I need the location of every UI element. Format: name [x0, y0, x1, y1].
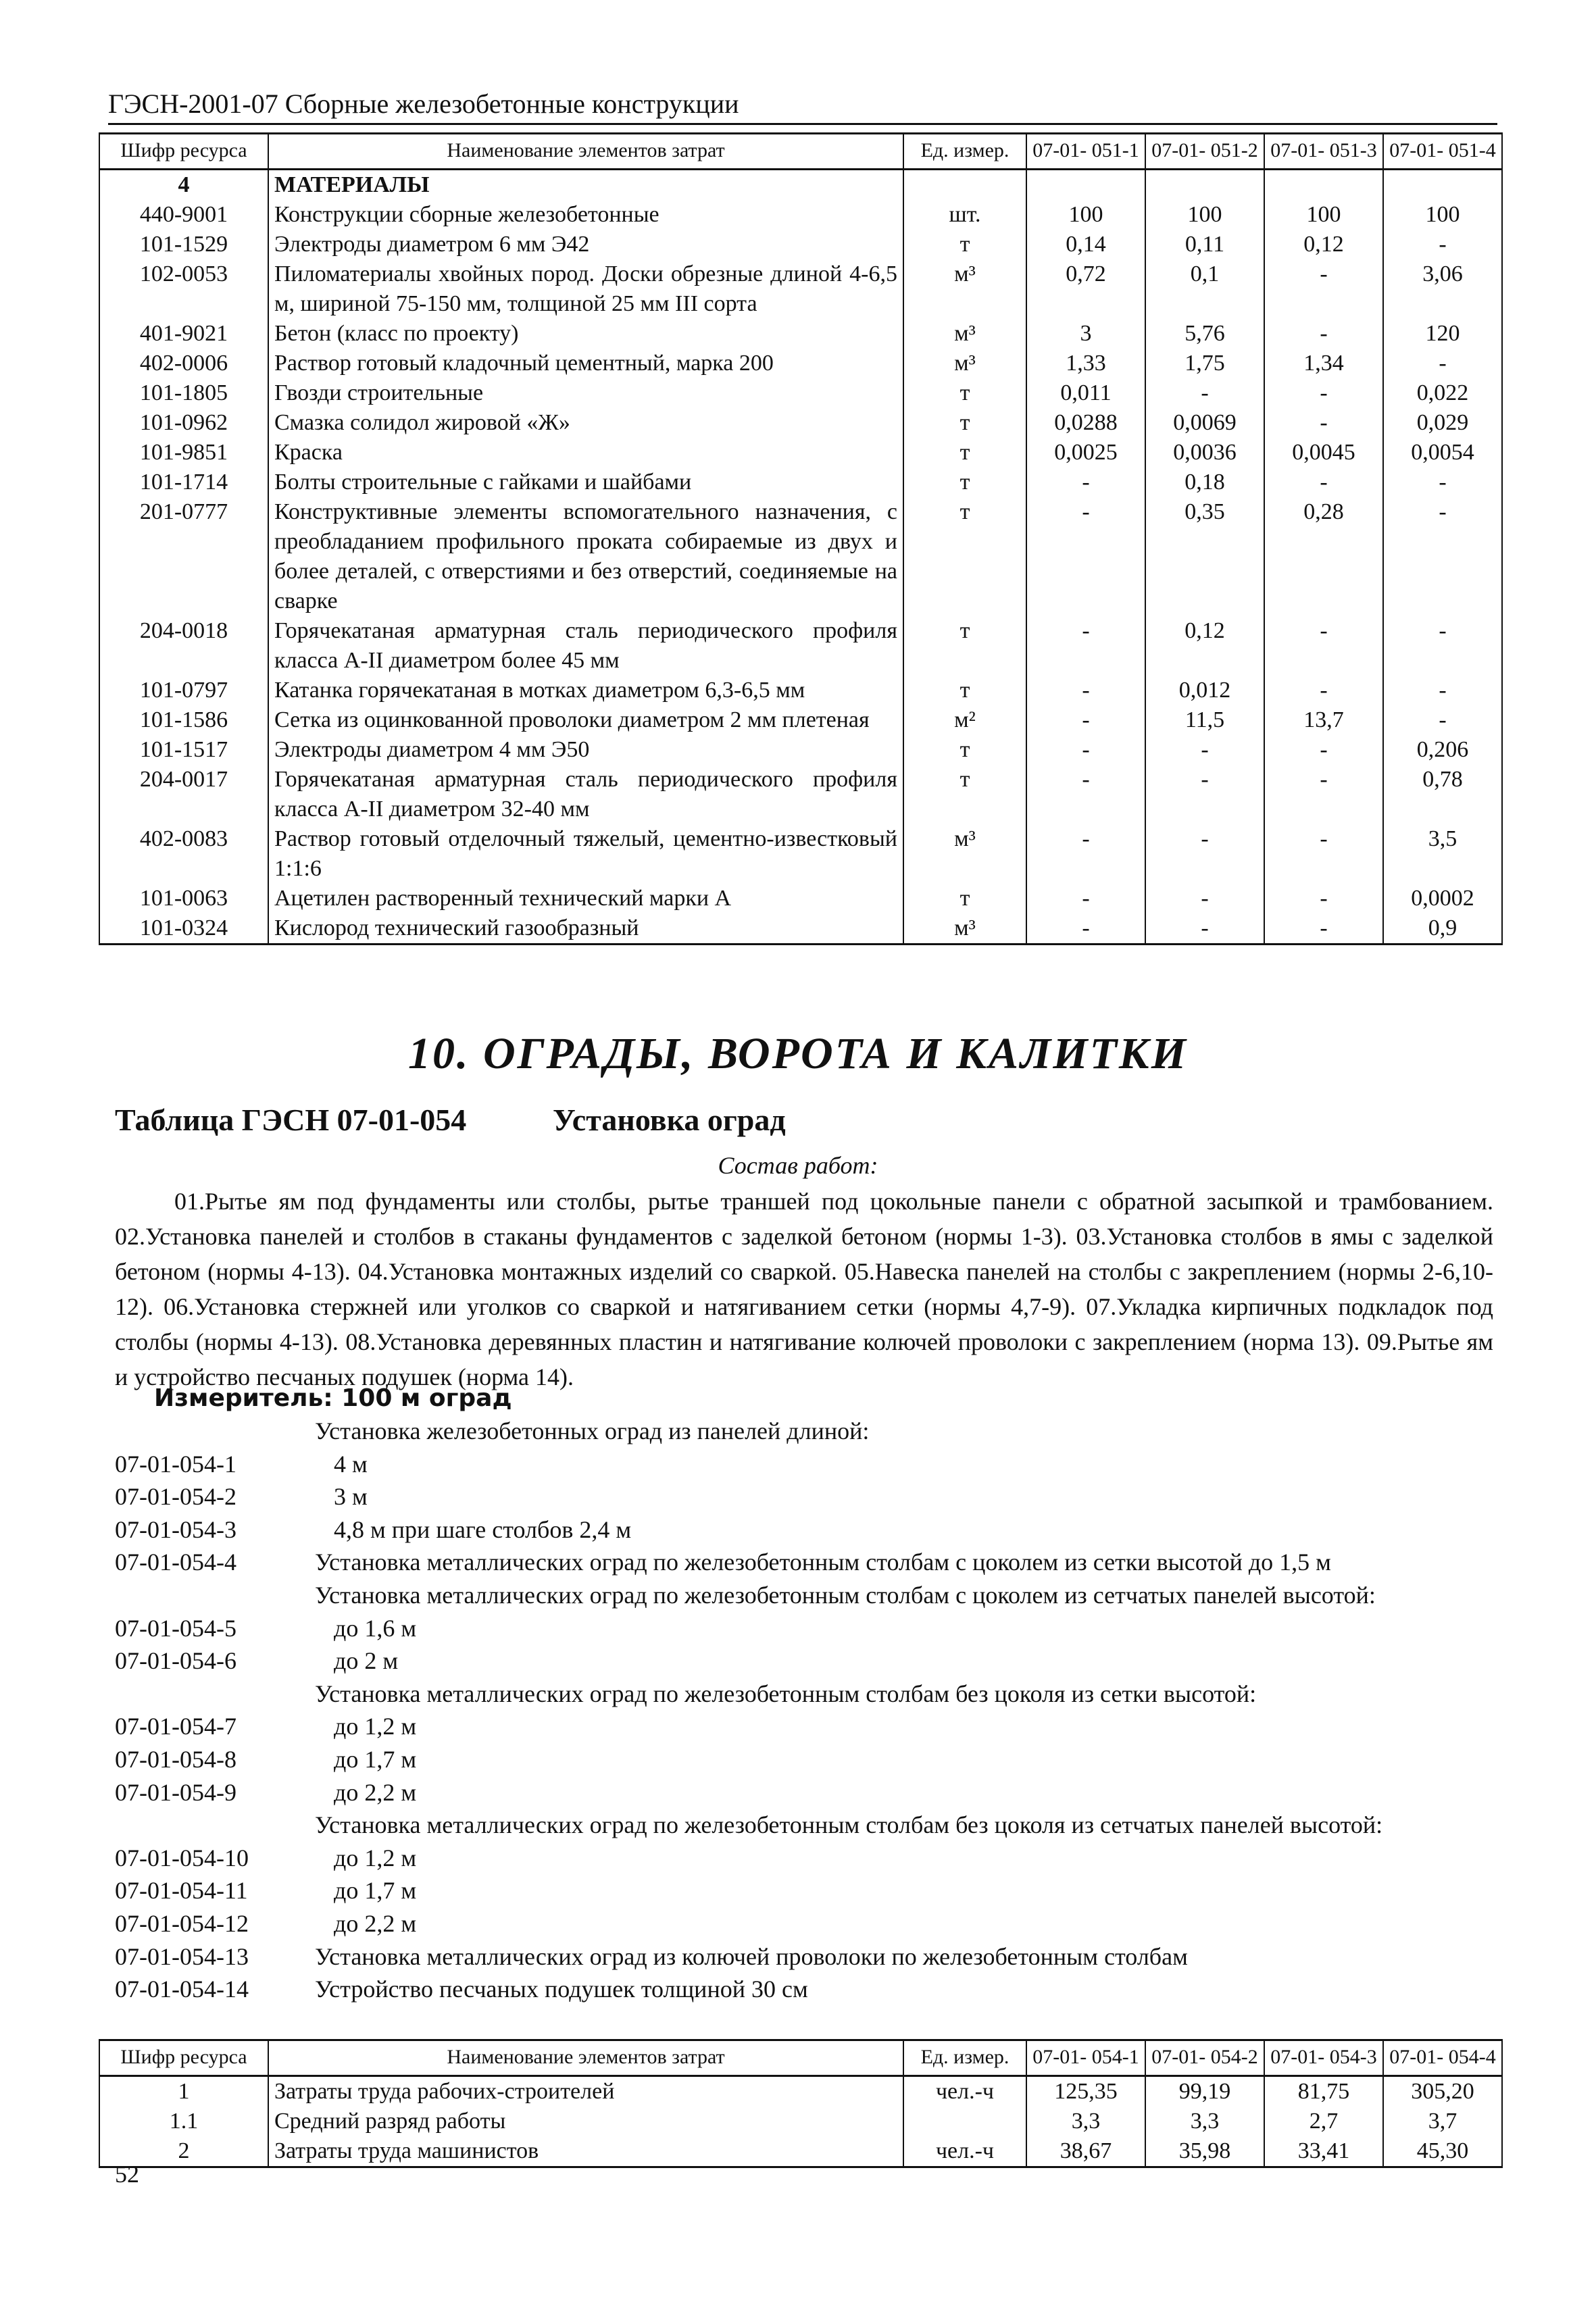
meter-unit: Измеритель: 100 м оград [154, 1384, 512, 1412]
value-norm-1: - [1026, 913, 1145, 945]
table-row [99, 884, 1502, 913]
header-norm-3: 07-01- 051-3 [1264, 134, 1383, 170]
unit [903, 2107, 1026, 2136]
value-norm-4: 0,0002 [1383, 884, 1502, 913]
section-title: 10. ОГРАДЫ, ВОРОТА И КАЛИТКИ [407, 1029, 1189, 1078]
value-norm-3: - [1264, 408, 1383, 438]
value-norm-2: 99,19 [1145, 2076, 1264, 2107]
value-norm-3: - [1264, 913, 1383, 945]
cost-element-name: Раствор готовый отделочный тяжелый, цементно-известковый 1:1:6 [268, 824, 903, 884]
norm-row [115, 1513, 1500, 1546]
value-norm-4: 120 [1383, 319, 1502, 349]
table-heading [115, 1101, 786, 1139]
value-norm-3: - [1264, 735, 1383, 765]
resource-code: 204-0018 [99, 616, 268, 676]
value-norm-4: 3,06 [1383, 259, 1502, 319]
value-norm-4: - [1383, 676, 1502, 705]
unit: м² [903, 705, 1026, 735]
value-norm-4: 0,9 [1383, 913, 1502, 945]
norm-description: 4 м [334, 1450, 368, 1478]
value-norm-4 [1383, 170, 1502, 201]
norm-row [115, 1743, 1500, 1776]
norm-description: до 2 м [334, 1647, 399, 1675]
value-norm-4: 0,022 [1383, 378, 1502, 408]
cost-element-name: Краска [268, 438, 903, 468]
unit: м³ [903, 259, 1026, 319]
resource-code: 101-1805 [99, 378, 268, 408]
table-row [99, 2136, 1502, 2167]
value-norm-2: 0,1 [1145, 259, 1264, 319]
value-norm-2: 11,5 [1145, 705, 1264, 735]
value-norm-2 [1145, 170, 1264, 201]
cost-element-name: Гвозди строительные [268, 378, 903, 408]
unit: т [903, 408, 1026, 438]
header-cost-element-name: Наименование элементов затрат [268, 2040, 903, 2076]
value-norm-2: 1,75 [1145, 349, 1264, 378]
header-unit: Ед. измер. [903, 2040, 1026, 2076]
resource-code: 101-1586 [99, 705, 268, 735]
cost-element-name: Затраты труда рабочих-строителей [268, 2076, 903, 2107]
norm-description: до 1,7 м [334, 1877, 417, 1905]
unit: т [903, 438, 1026, 468]
value-norm-3: - [1264, 616, 1383, 676]
table-row [99, 200, 1502, 230]
value-norm-3: - [1264, 676, 1383, 705]
norm-description: 4,8 м при шаге столбов 2,4 м [334, 1515, 632, 1543]
value-norm-3: - [1264, 259, 1383, 319]
cost-element-name: Электроды диаметром 6 мм Э42 [268, 230, 903, 259]
resource-code: 101-1529 [99, 230, 268, 259]
norm-code: 07-01-054-12 [115, 1909, 249, 1937]
value-norm-1: - [1026, 884, 1145, 913]
value-norm-4: 100 [1383, 200, 1502, 230]
value-norm-2: 0,012 [1145, 676, 1264, 705]
resource-code: 102-0053 [99, 259, 268, 319]
value-norm-3: - [1264, 765, 1383, 824]
header-norm-2: 07-01- 054-2 [1145, 2040, 1264, 2076]
table-row [99, 259, 1502, 319]
norm-code: 07-01-054-2 [115, 1483, 236, 1511]
table-row [99, 824, 1502, 884]
value-norm-2: - [1145, 765, 1264, 824]
value-norm-1: - [1026, 705, 1145, 735]
unit: т [903, 378, 1026, 408]
norm-description: Устройство песчаных подушек толщиной 30 см [315, 1976, 808, 2003]
norm-group-heading [115, 1579, 1500, 1612]
cost-element-name: Средний разряд работы [268, 2107, 903, 2136]
cost-element-name: Горячекатаная арматурная сталь периодического профиля класса А-II диаметром 32-40 мм [268, 765, 903, 824]
resource-code: 101-0324 [99, 913, 268, 945]
norm-code: 07-01-054-13 [115, 1942, 249, 1970]
value-norm-3: - [1264, 884, 1383, 913]
norm-row [115, 1480, 1500, 1513]
header-cost-element-name: Наименование элементов затрат [268, 134, 903, 170]
resource-code: 401-9021 [99, 319, 268, 349]
header-norm-1: 07-01- 051-1 [1026, 134, 1145, 170]
norm-row [115, 1776, 1500, 1809]
norm-code: 07-01-054-6 [115, 1647, 236, 1675]
unit: т [903, 230, 1026, 259]
table-row [99, 408, 1502, 438]
norm-code: 07-01-054-8 [115, 1745, 236, 1773]
header-norm-4: 07-01- 051-4 [1383, 134, 1502, 170]
norm-group-heading [115, 1678, 1500, 1711]
norm-row [115, 1546, 1500, 1579]
value-norm-3: - [1264, 824, 1383, 884]
cost-element-name: Раствор готовый кладочный цементный, марка 200 [268, 349, 903, 378]
norm-code: 07-01-054-10 [115, 1844, 249, 1871]
norm-row [115, 1874, 1500, 1907]
norm-description: до 1,7 м [334, 1745, 417, 1773]
unit: т [903, 735, 1026, 765]
norm-row [115, 1973, 1500, 2006]
value-norm-1: 0,0288 [1026, 408, 1145, 438]
unit: м³ [903, 349, 1026, 378]
value-norm-3: 0,0045 [1264, 438, 1383, 468]
norm-row [115, 1907, 1500, 1940]
unit: чел.-ч [903, 2076, 1026, 2107]
resource-code: 204-0017 [99, 765, 268, 824]
norm-row [115, 1612, 1500, 1645]
unit: т [903, 884, 1026, 913]
header-norm-1: 07-01- 054-1 [1026, 2040, 1145, 2076]
resource-code: 1 [99, 2076, 268, 2107]
table-row [99, 765, 1502, 824]
cost-element-name: Катанка горячекатаная в мотках диаметром 6,3-6,5 мм [268, 676, 903, 705]
norm-description: до 1,2 м [334, 1713, 417, 1740]
value-norm-2: - [1145, 824, 1264, 884]
value-norm-1: 100 [1026, 200, 1145, 230]
resource-code: 101-0797 [99, 676, 268, 705]
norm-code [115, 1579, 315, 1612]
value-norm-4: 45,30 [1383, 2136, 1502, 2167]
resource-code: 101-0962 [99, 408, 268, 438]
value-norm-3: 0,12 [1264, 230, 1383, 259]
table-row [99, 170, 1502, 201]
norm-code: 07-01-054-11 [115, 1877, 248, 1905]
resource-table-054 [99, 2039, 1503, 2168]
value-norm-3: - [1264, 468, 1383, 497]
norm-description: до 1,6 м [334, 1614, 417, 1642]
resource-code: 402-0083 [99, 824, 268, 884]
value-norm-4: - [1383, 705, 1502, 735]
value-norm-1: 3 [1026, 319, 1145, 349]
resource-code: 101-1714 [99, 468, 268, 497]
cost-element-name: МАТЕРИАЛЫ [268, 170, 903, 201]
header-norm-4: 07-01- 054-4 [1383, 2040, 1502, 2076]
resource-code: 4 [99, 170, 268, 201]
norm-code: 07-01-054-3 [115, 1515, 236, 1543]
norm-row [115, 1842, 1500, 1875]
norm-code: 07-01-054-5 [115, 1614, 236, 1642]
header-unit: Ед. измер. [903, 134, 1026, 170]
cost-element-name: Бетон (класс по проекту) [268, 319, 903, 349]
norm-row [115, 1940, 1500, 1973]
cost-element-name: Конструктивные элементы вспомогательного назначения, с преобладанием профильного проката собираемые из двух и более деталей, с отверстиями и без отверстий, соединяемые на сварке [268, 497, 903, 616]
norm-code [115, 1809, 315, 1842]
value-norm-3: 33,41 [1264, 2136, 1383, 2167]
unit: м³ [903, 913, 1026, 945]
value-norm-1: 1,33 [1026, 349, 1145, 378]
value-norm-2: - [1145, 913, 1264, 945]
value-norm-2: 0,12 [1145, 616, 1264, 676]
value-norm-4: - [1383, 230, 1502, 259]
value-norm-3: - [1264, 378, 1383, 408]
resource-code: 101-1517 [99, 735, 268, 765]
norm-description: Установка металлических оград по железобетонным столбам с цоколем из сетчатых панелей высотой: [315, 1581, 1376, 1609]
resource-code: 440-9001 [99, 200, 268, 230]
value-norm-1: 38,67 [1026, 2136, 1145, 2167]
cost-element-name: Горячекатаная арматурная сталь периодического профиля класса А-II диаметром более 45 мм [268, 616, 903, 676]
resource-table-051 [99, 132, 1503, 945]
running-head: ГЭСН-2001-07 Сборные железобетонные конструкции [108, 88, 1497, 125]
cost-element-name: Болты строительные с гайками и шайбами [268, 468, 903, 497]
value-norm-3: - [1264, 319, 1383, 349]
cost-element-name: Кислород технический газообразный [268, 913, 903, 945]
value-norm-1: - [1026, 824, 1145, 884]
norm-description: Установка металлических оград по железобетонным столбам с цоколем из сетки высотой до 1,5 м [315, 1549, 1331, 1576]
norm-code [115, 1678, 315, 1711]
value-norm-2: 0,0036 [1145, 438, 1264, 468]
page-number: 52 [115, 2161, 139, 2188]
value-norm-3: 0,28 [1264, 497, 1383, 616]
value-norm-3: 2,7 [1264, 2107, 1383, 2136]
norm-code: 07-01-054-7 [115, 1713, 236, 1740]
unit: т [903, 616, 1026, 676]
norm-description: до 2,2 м [334, 1778, 417, 1806]
value-norm-1: - [1026, 468, 1145, 497]
resource-code: 2 [99, 2136, 268, 2167]
cost-element-name: Затраты труда машинистов [268, 2136, 903, 2167]
value-norm-2: 35,98 [1145, 2136, 1264, 2167]
norm-code [115, 1415, 315, 1448]
norm-code: 07-01-054-14 [115, 1976, 249, 2003]
value-norm-3: 81,75 [1264, 2076, 1383, 2107]
table-row [99, 2076, 1502, 2107]
unit: т [903, 765, 1026, 824]
norm-description: до 1,2 м [334, 1844, 417, 1871]
cost-element-name: Конструкции сборные железобетонные [268, 200, 903, 230]
norm-row [115, 1710, 1500, 1743]
norm-code: 07-01-054-4 [115, 1549, 236, 1576]
value-norm-2: 3,3 [1145, 2107, 1264, 2136]
value-norm-4: - [1383, 468, 1502, 497]
table-code: Таблица ГЭСН 07-01-054 [115, 1103, 467, 1137]
resource-code: 101-0063 [99, 884, 268, 913]
cost-element-name: Электроды диаметром 4 мм Э50 [268, 735, 903, 765]
header-norm-3: 07-01- 054-3 [1264, 2040, 1383, 2076]
value-norm-3 [1264, 170, 1383, 201]
header-resource-code: Шифр ресурса [99, 2040, 268, 2076]
value-norm-1: - [1026, 765, 1145, 824]
table-row [99, 735, 1502, 765]
norm-row [115, 1448, 1500, 1481]
unit [903, 170, 1026, 201]
cost-element-name: Сетка из оцинкованной проволоки диаметром 2 мм плетеная [268, 705, 903, 735]
header-resource-code: Шифр ресурса [99, 134, 268, 170]
norm-list [115, 1415, 1500, 2006]
value-norm-4: - [1383, 497, 1502, 616]
value-norm-1: - [1026, 735, 1145, 765]
value-norm-2: - [1145, 884, 1264, 913]
works-description: 01.Рытье ям под фундаменты или столбы, рытье траншей под цокольные панели с обратной засыпкой и трамбованием. 02.Установка панелей и столбов в стаканы фундаментов с заделкой бетоном (нормы 1-3). 03.Установка столбов в ямы с заделкой бетоном (нормы 4-13). 04.Установка монтажных изделий со сваркой. 05.Навеска панелей на столбы с закреплением (нормы 2-6,10-12). 06.Установка стержней или уголков со сваркой и натягиванием сетки (нормы 4,7-9). 07.Укладка кирпичных подкладок под столбы (нормы 4-13). 08.Установка деревянных пластин и натягивание колючей проволоки с закреплением (норма 13). 09.Рытье ям и устройство песчаных подушек (норма 14). [115, 1188, 1493, 1390]
norm-code: 07-01-054-9 [115, 1778, 236, 1806]
table-row [99, 2107, 1502, 2136]
table-row [99, 705, 1502, 735]
table-row [99, 676, 1502, 705]
cost-element-name: Смазка солидол жировой «Ж» [268, 408, 903, 438]
value-norm-2: 0,11 [1145, 230, 1264, 259]
norm-row [115, 1644, 1500, 1678]
norm-group-heading [115, 1415, 1500, 1448]
value-norm-1: - [1026, 616, 1145, 676]
works-caption: Состав работ: [718, 1152, 878, 1179]
table-row [99, 468, 1502, 497]
value-norm-3: 1,34 [1264, 349, 1383, 378]
table-header-row [99, 2040, 1502, 2076]
value-norm-2: 5,76 [1145, 319, 1264, 349]
value-norm-2: 0,0069 [1145, 408, 1264, 438]
table-row [99, 438, 1502, 468]
norm-description: Установка металлических оград из колючей проволоки по железобетонным столбам [315, 1942, 1188, 1970]
table-row [99, 616, 1502, 676]
value-norm-1: 0,0025 [1026, 438, 1145, 468]
value-norm-2: 0,35 [1145, 497, 1264, 616]
norm-description: Установка металлических оград по железобетонным столбам без цоколя из сетки высотой: [315, 1680, 1257, 1707]
value-norm-1: 0,72 [1026, 259, 1145, 319]
resource-code: 101-9851 [99, 438, 268, 468]
resource-code: 201-0777 [99, 497, 268, 616]
table-row [99, 319, 1502, 349]
table-title: Установка оград [553, 1103, 786, 1137]
value-norm-2: 0,18 [1145, 468, 1264, 497]
value-norm-2: 100 [1145, 200, 1264, 230]
value-norm-4: - [1383, 616, 1502, 676]
value-norm-4: 0,78 [1383, 765, 1502, 824]
norm-description: Установка железобетонных оград из панелей длиной: [315, 1417, 870, 1444]
unit: т [903, 497, 1026, 616]
value-norm-4: 3,7 [1383, 2107, 1502, 2136]
unit: м³ [903, 824, 1026, 884]
unit: шт. [903, 200, 1026, 230]
cost-element-name: Ацетилен растворенный технический марки А [268, 884, 903, 913]
table-header-row [99, 134, 1502, 170]
value-norm-4: - [1383, 349, 1502, 378]
value-norm-1: - [1026, 497, 1145, 616]
header-norm-2: 07-01- 051-2 [1145, 134, 1264, 170]
value-norm-2: - [1145, 735, 1264, 765]
value-norm-4: 305,20 [1383, 2076, 1502, 2107]
norm-group-heading [115, 1809, 1500, 1842]
unit: чел.-ч [903, 2136, 1026, 2167]
value-norm-3: 13,7 [1264, 705, 1383, 735]
table-row [99, 913, 1502, 945]
value-norm-4: 0,029 [1383, 408, 1502, 438]
norm-description: до 2,2 м [334, 1909, 417, 1937]
norm-description: Установка металлических оград по железобетонным столбам без цоколя из сетчатых панелей высотой: [315, 1811, 1383, 1839]
table-row [99, 230, 1502, 259]
value-norm-1: - [1026, 676, 1145, 705]
value-norm-1: 3,3 [1026, 2107, 1145, 2136]
value-norm-2: - [1145, 378, 1264, 408]
cost-element-name: Пиломатериалы хвойных пород. Доски обрезные длиной 4-6,5 м, шириной 75-150 мм, толщиной 25 мм III сорта [268, 259, 903, 319]
unit: м³ [903, 319, 1026, 349]
norm-description: 3 м [334, 1483, 368, 1511]
resource-code: 1.1 [99, 2107, 268, 2136]
value-norm-4: 3,5 [1383, 824, 1502, 884]
value-norm-1 [1026, 170, 1145, 201]
resource-code: 402-0006 [99, 349, 268, 378]
norm-code: 07-01-054-1 [115, 1450, 236, 1478]
value-norm-4: 0,0054 [1383, 438, 1502, 468]
value-norm-1: 0,011 [1026, 378, 1145, 408]
value-norm-1: 0,14 [1026, 230, 1145, 259]
unit: т [903, 676, 1026, 705]
table-row [99, 378, 1502, 408]
table-row [99, 349, 1502, 378]
value-norm-4: 0,206 [1383, 735, 1502, 765]
value-norm-1: 125,35 [1026, 2076, 1145, 2107]
unit: т [903, 468, 1026, 497]
value-norm-3: 100 [1264, 200, 1383, 230]
table-row [99, 497, 1502, 616]
